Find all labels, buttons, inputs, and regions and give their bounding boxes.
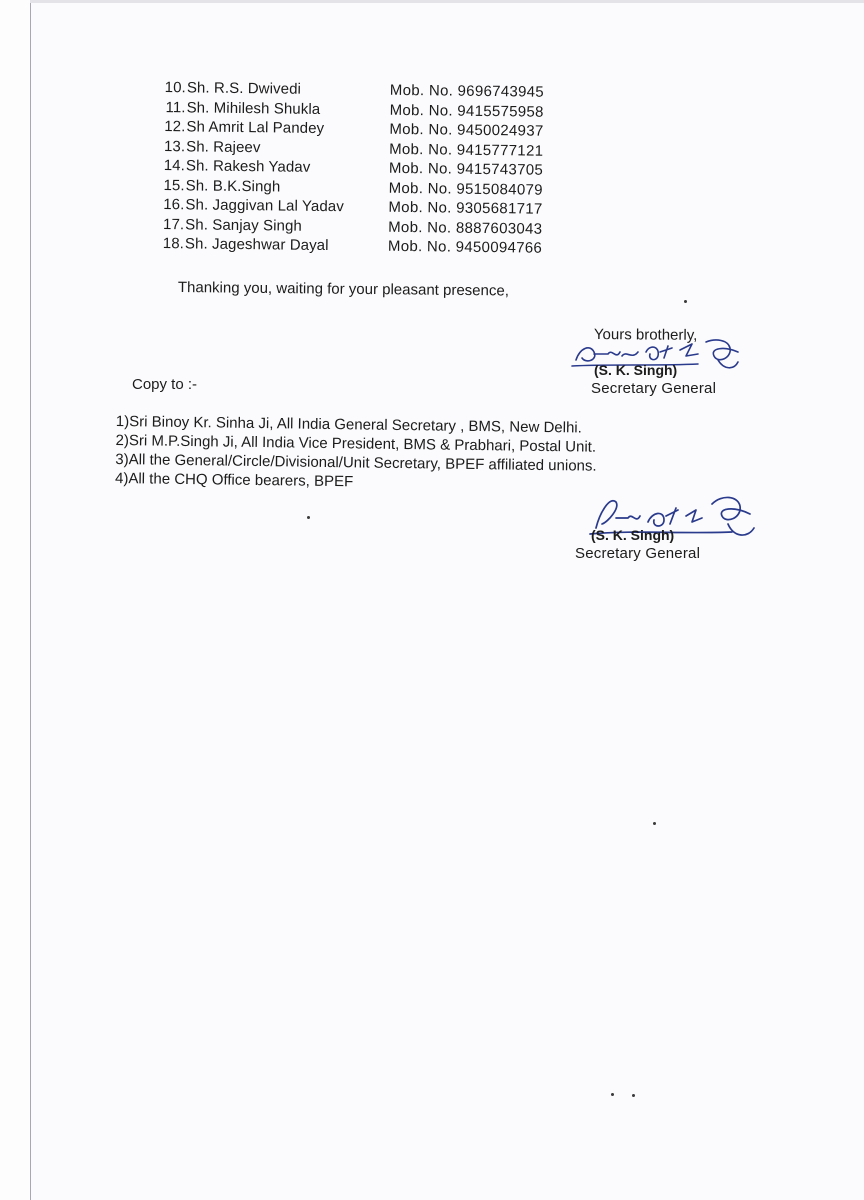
- copy-to-heading: Copy to :-: [132, 376, 198, 393]
- signatory-name: (S. K. Singh): [594, 362, 678, 378]
- contact-number: 15.: [163, 176, 185, 194]
- contact-name: Sh. Rakesh Yadav: [185, 157, 311, 176]
- page-top-edge: [30, 0, 864, 3]
- scan-speck: [684, 300, 687, 303]
- contact-number: 18.: [162, 235, 185, 253]
- signatory-title: Secretary General: [575, 545, 701, 562]
- contact-number: 16.: [163, 196, 185, 214]
- signatory-name: (S. K. Singh): [591, 527, 675, 543]
- contact-mobile: Mob. No. 9415743705: [388, 159, 544, 179]
- contact-mobile: Mob. No. 9415575958: [389, 101, 544, 121]
- contact-mobile: Mob. No. 9415777121: [389, 140, 544, 160]
- salutation: Yours brotherly,: [593, 326, 698, 344]
- contact-number: 12.: [164, 118, 186, 136]
- contact-name: Sh. Mihilesh Shukla: [186, 98, 321, 118]
- contact-name: Sh. Sanjay Singh: [185, 215, 302, 235]
- contact-number: 11.: [165, 98, 186, 116]
- closing-line: Thanking you, waiting for your pleasant presence,: [177, 279, 510, 300]
- scan-speck: [632, 1094, 635, 1097]
- contact-number: 13.: [163, 137, 186, 155]
- contact-mobile: Mob. No. 9450094766: [387, 237, 543, 257]
- contact-number: 10.: [164, 79, 186, 97]
- contact-list: [158, 78, 580, 259]
- scan-speck: [653, 822, 656, 825]
- copy-to-item: 2)Sri M.P.Singh Ji, All India Vice President, BMS & Prabhari, Postal Unit.: [115, 431, 597, 456]
- contact-number: 17.: [162, 215, 185, 233]
- contact-name: Sh. B.K.Singh: [185, 176, 281, 195]
- contact-mobile: Mob. No. 8887603043: [388, 218, 543, 238]
- contact-name: Sh. Rajeev: [186, 137, 261, 156]
- contact-mobile: Mob. No. 9696743945: [389, 81, 545, 101]
- contact-name: Sh. Jageshwar Dayal: [184, 235, 329, 255]
- contact-mobile: Mob. No. 9305681717: [388, 198, 543, 218]
- contact-name: Sh. Jaggivan Lal Yadav: [185, 196, 344, 216]
- scan-speck: [611, 1093, 614, 1096]
- contact-mobile: Mob. No. 9450024937: [389, 120, 544, 140]
- contact-mobile: Mob. No. 9515084079: [388, 179, 543, 199]
- copy-to-item: 1)Sri Binoy Kr. Sinha Ji, All India General Secretary , BMS, New Delhi.: [115, 412, 582, 437]
- copy-to-item: 4)All the CHQ Office bearers, BPEF: [114, 469, 354, 491]
- copy-to-item: 3)All the General/Circle/Divisional/Unit Secretary, BPEF affiliated unions.: [115, 450, 597, 475]
- contact-number: 14.: [163, 157, 186, 175]
- contact-name: Sh Amrit Lal Pandey: [186, 118, 325, 138]
- copy-to-list: [115, 412, 716, 496]
- contact-row: [158, 234, 578, 259]
- signatory-title: Secretary General: [591, 380, 717, 397]
- scan-speck: [307, 516, 310, 519]
- contact-name: Sh. R.S. Dwivedi: [186, 79, 302, 98]
- page-left-edge: [0, 0, 31, 1200]
